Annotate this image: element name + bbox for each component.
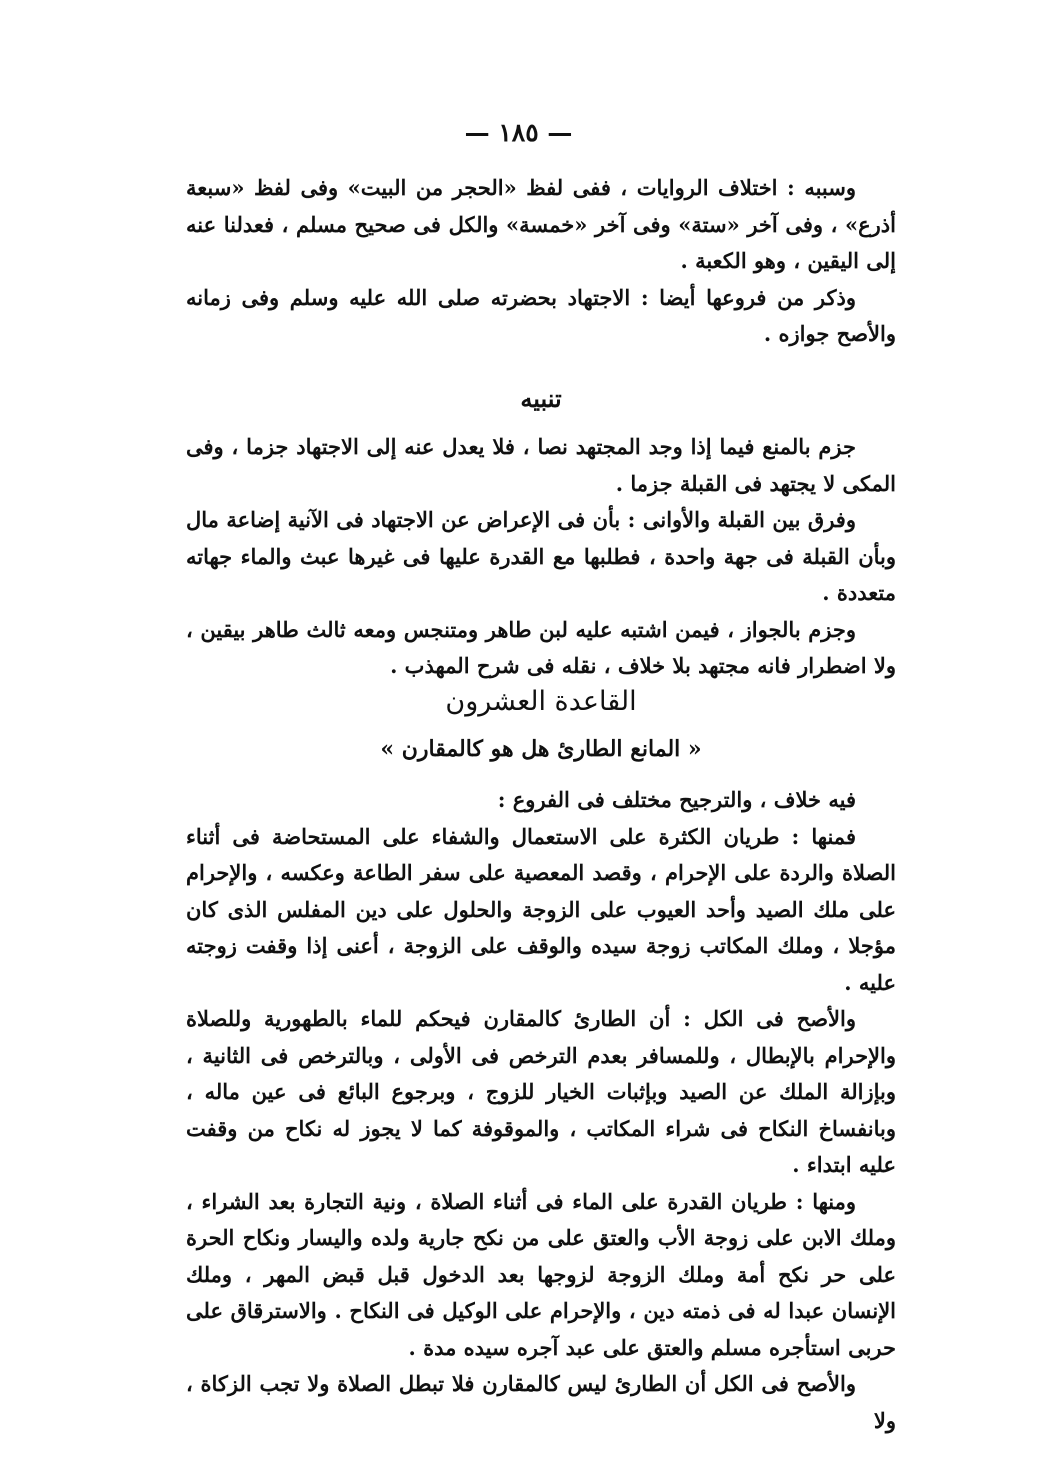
paragraph: وذكر من فروعها أيضا : الاجتهاد بحضرته صلى الله عليه وسلم وفى زمانه والأصح جوازه . <box>186 284 896 346</box>
text-block-1 <box>186 170 896 353</box>
paragraph: وفرق بين القبلة والأوانى : بأن فى الإعراض عن الاجتهاد فى الآنية إضاعة مال وبأن القبلة فى جهة واحدة ، فطلبها مع القدرة عليها فى غيرها عبث والماء جهاته متعددة . <box>186 507 896 605</box>
paragraph: والأصح فى الكل : أن الطارئ كالمقارن فيحكم للماء بالطهورية وللصلاة والإحرام بالإبطال ، وللمسافر بعدم الترخص فى الأولى ، وبالترخص فى الثانية ، وبإزالة الملك عن الصيد وبإثبات الخيار للزوج ، وبرجوع البائع فى عين ماله ، وبانفساخ النكاح فى شراء المكاتب ، والموقوفة كما لا يجوز له نكاح من وقفت عليه ابتداء . <box>186 1006 896 1177</box>
text-block-3 <box>186 782 896 1439</box>
rule-subheading: « المانع الطارئ هل هو كالمقارن » <box>380 736 702 762</box>
paragraph: ومنها : طريان القدرة على الماء فى أثناء الصلاة ، ونية التجارة بعد الشراء ، وملك الابن على زوجة الأب والعتق على من نكح جارية ولده واليسار ونكاح الحرة على حر نكح أمة وملك الزوجة لزوجها بعد الدخول قبل قبض المهر ، وملك الإنسان عبدا له فى ذمته دين ، والإحرام على الوكيل فى النكاح . والاسترقاق على حربى استأجره مسلم والعتق على عبد آجره سيده مدة . <box>186 1188 897 1360</box>
paragraph: فيه خلاف ، والترجيح مختلف فى الفروع : <box>497 787 856 812</box>
section-heading-tanbih: تنبيه <box>520 384 562 413</box>
paragraph: فمنها : طريان الكثرة على الاستعمال والشفاء على المستحاضة فى أثناء الصلاة والردة على الإحرام ، وقصد المعصية على سفر الطاعة وعكسه ، والإحرام على ملك الصيد وأحد العيوب على الزوجة والحلول على دين المفلس الذى كان مؤجلا ، وملك المكاتب زوجة سيده والوقف على الزوجة ، أعنى إذا وقفت زوجته عليه . <box>186 823 896 995</box>
rule-heading: القاعدة العشرون <box>445 686 637 717</box>
page-number: — ١٨٥ — <box>464 118 573 147</box>
paragraph: جزم بالمنع فيما إذا وجد المجتهد نصا ، فلا يعدل عنه إلى الاجتهاد جزما ، وفى المكى لا يجتهد فى القبلة جزما . <box>186 434 896 496</box>
paragraph: والأصح فى الكل أن الطارئ ليس كالمقارن فلا تبطل الصلاة ولا تجب الزكاة ، ولا <box>186 1371 896 1433</box>
text-block-2 <box>186 429 896 685</box>
paragraph: وسببه : اختلاف الروايات ، ففى لفظ «الحجر من البيت» وفى لفظ «سبعة أذرع» ، وفى آخر «ستة» وفى آخر «خمسة» والكل فى صحيح مسلم ، فعدلنا عنه إلى اليقين ، وهو الكعبة . <box>186 175 896 273</box>
paragraph: وجزم بالجواز ، فيمن اشتبه عليه لبن طاهر ومتنجس ومعه ثالث طاهر بيقين ، ولا اضطرار فانه مجتهد بلا خلاف ، نقله فى شرح المهذب . <box>186 616 896 678</box>
